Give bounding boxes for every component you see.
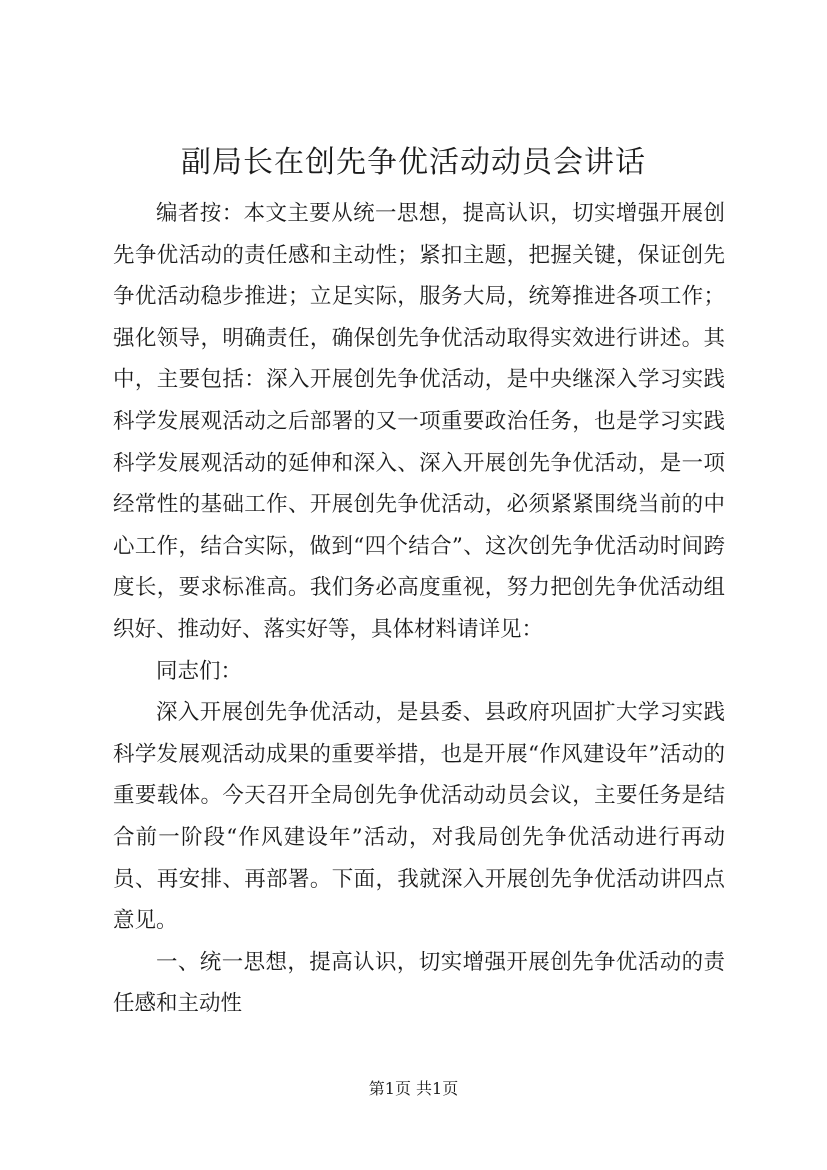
page-number-label: 第1页 共1页 <box>368 1079 459 1098</box>
section-heading-paragraph: 一、统一思想，提高认识，切实增强开展创先争优活动的责任感和主动性 <box>113 949 725 1017</box>
document-title: 副局长在创先争优活动动员会讲话 <box>181 145 646 180</box>
salutation-paragraph: 同志们： <box>156 658 243 684</box>
editor-note-paragraph: 编者按：本文主要从统一思想，提高认识，切实增强开展创先争优活动的责任感和主动性；紧扣主题，把握关键，保证创先争优活动稳步推进；立足实际，服务大局，统筹推进各项工作；强化领导，明确责任，确保创先争优活动取得实效进行讲述。其中，主要包括：深入开展创先争优活动，是中央继深入学习实践科学发展观活动之后部署的又一项重要政治任务，也是学习实践科学发展观活动的延伸和深入、深入开展创先争优活动，是一项经常性的基础工作、开展创先争优活动，必须紧紧围绕当前的中心工作，结合实际，做到“四个结合”、这次创先争优活动时间跨度长，要求标准高。我们务必高度重视，努力把创先争优活动组织好、推动好、落实好等，具体材料请详见： <box>113 201 725 642</box>
page-footer <box>0 1078 827 1100</box>
intro-paragraph: 深入开展创先争优活动，是县委、县政府巩固扩大学习实践科学发展观活动成果的重要举措，也是开展“作风建设年”活动的重要载体。今天召开全局创先争优活动动员会议，主要任务是结合前一阶段“作风建设年”活动，对我局创先争优活动进行再动员、再安排、再部署。下面，我就深入开展创先争优活动讲四点意见。 <box>113 700 725 934</box>
document-body <box>113 193 725 1025</box>
